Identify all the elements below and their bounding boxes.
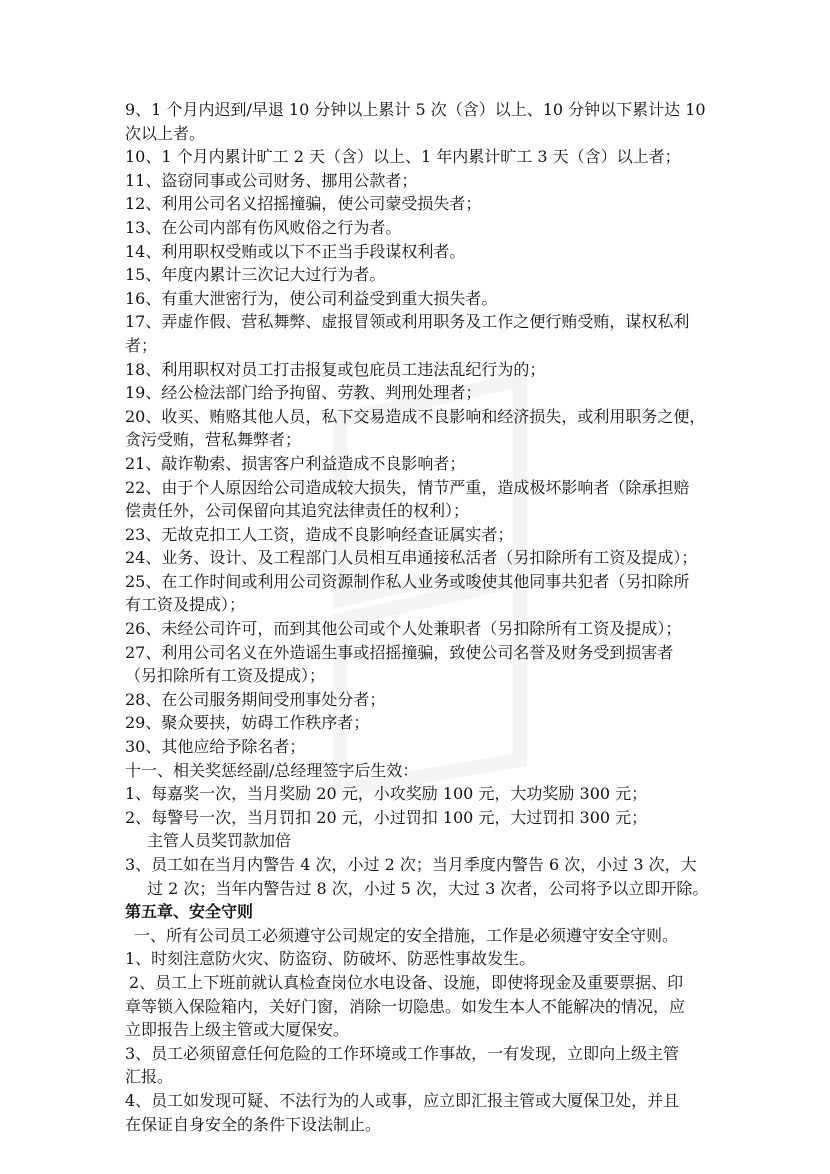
text-line: 27、利用公司名义在外造谣生事或招摇撞骗，致使公司名誉及财务受到损害者 [125, 642, 674, 662]
text-line: 17、弄虚作假、营私舞弊、虚报冒领或利用职务及工作之便行贿受贿，谋权私利 [125, 312, 690, 332]
text-line: 29、聚众要挟，妨碍工作秩序者； [125, 713, 370, 733]
document-body [125, 98, 725, 1136]
text-line: 22、由于个人原因给公司造成较大损失，情节严重，造成极坏影响者（除承担赔 [125, 477, 690, 497]
text-line: 立即报告上级主管或大厦保安。 [125, 1020, 350, 1040]
text-line: 汇报。 [125, 1067, 174, 1087]
text-line: 在保证自身安全的条件下设法制止。 [125, 1114, 382, 1134]
text-line: 18、利用职权对员工打击报复或包庇员工违法乱纪行为的； [125, 359, 546, 379]
text-line: 2、员工上下班前就认真检查岗位水电设备、设施，即使将现金及重要票据、印 [129, 972, 684, 992]
text-line: 9、1 个月内迟到/早退 10 分钟以上累计 5 次（含）以上、10 分钟以下累计达 10 [125, 100, 706, 119]
text-line: 13、在公司内部有伤风败俗之行为者。 [125, 217, 402, 237]
text-line: 1、时刻注意防火灾、防盗窃、防破坏、防恶性事故发生。 [125, 949, 536, 969]
text-line: 20、收买、贿赂其他人员，私下交易造成不良影响和经济损失，或利用职务之便， [125, 406, 706, 426]
text-line: 章等锁入保险箱内，关好门窗，消除一切隐患。如发生本人不能解决的情况，应 [125, 996, 686, 1016]
text-line: 21、敲诈勒索、损害客户利益造成不良影响者； [125, 453, 466, 473]
text-line: 偿责任外，公司保留向其追究法律责任的权利）； [125, 501, 470, 521]
text-line: 24、业务、设计、及工程部门人员相互串通接私活者（另扣除所有工资及提成）； [125, 548, 698, 568]
text-line: 28、在公司服务期间受刑事处分者； [125, 689, 386, 709]
text-line: 4、员工如发现可疑、不法行为的人或事，应立即汇报主管或大厦保卫处，并且 [125, 1090, 680, 1110]
text-line: 19、经公检法部门给予拘留、劳教、判刑处理者； [125, 383, 482, 403]
text-line: 14、利用职权受贿或以下不正当手段谋权利者。 [125, 241, 466, 261]
text-line: 1、每嘉奖一次，当月奖励 20 元，小攻奖励 100 元，大功奖励 300 元； [125, 784, 648, 804]
text-line: 3、员工如在当月内警告 4 次，小过 2 次；当月季度内警告 6 次，小过 3 次，大 [125, 855, 697, 874]
text-line: 贪污受贿，营私舞弊者； [125, 430, 302, 450]
text-line: 次以上者。 [125, 123, 206, 143]
text-line: 11、盗窃同事或公司财务、挪用公款者； [125, 170, 418, 190]
text-line: 一、所有公司员工必须遵守公司规定的安全措施，工作是必须遵守安全守则。 [134, 925, 679, 945]
text-line: 2、每警号一次，当月罚扣 20 元，小过罚扣 100 元，大过罚扣 300 元； [125, 807, 648, 827]
text-line: 3、员工必须留意任何危险的工作环境或工作事故，一有发现，立即向上级主管 [125, 1043, 680, 1063]
text-line: （另扣除所有工资及提成）； [125, 666, 326, 686]
chapter-title: 第五章、安全守则 [125, 902, 254, 922]
text-line: 过 2 次；当年内警告过 8 次，小过 5 次，大过 3 次者，公司将予以立即开除。 [147, 878, 709, 898]
text-line: 15、年度内累计三次记大过行为者。 [125, 265, 386, 285]
text-line: 10、1 个月内累计旷工 2 天（含）以上、1 年内累计旷工 3 天（含）以上者； [125, 147, 681, 167]
text-line: 主管人员奖罚款加倍 [147, 831, 292, 851]
text-line: 26、未经公司许可，而到其他公司或个人处兼职者（另扣除所有工资及提成）； [125, 619, 682, 639]
text-line: 30、其他应给予除名者； [125, 737, 306, 757]
text-line: 者； [125, 335, 158, 355]
text-line: 25、在工作时间或利用公司资源制作私人业务或唆使其他同事共犯者（另扣除所 [125, 571, 690, 591]
text-line: 16、有重大泄密行为，使公司利益受到重大损失者。 [125, 288, 498, 308]
section-heading: 十一、相关奖惩经副/总经理签字后生效： [125, 760, 419, 780]
text-line: 有工资及提成）； [125, 595, 246, 615]
text-line: 23、无故克扣工人工资，造成不良影响经查证属实者； [125, 524, 514, 544]
text-line: 12、利用公司名义招摇撞骗，使公司蒙受损失者； [125, 194, 482, 214]
